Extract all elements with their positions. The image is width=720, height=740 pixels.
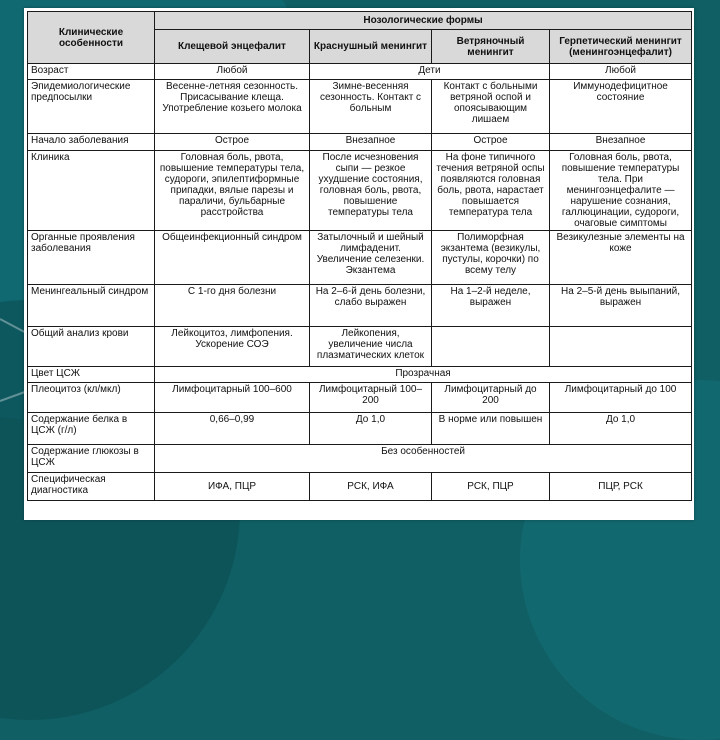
table-row — [28, 134, 692, 151]
cell: На 2–6-й день болезни, слабо выражен — [310, 285, 432, 327]
table-row — [28, 64, 692, 80]
cell: Головная боль, рвота, повышение температуры тела. При менингоэнцефалите — нарушение сознания, галлюцинации, судороги, очаговые симптомы — [550, 151, 692, 231]
header-nosological-forms: Нозологические формы — [155, 12, 692, 30]
row-label-glucose: Содержание глюкозы в ЦСЖ — [28, 445, 155, 473]
cell: На фоне типичного течения ветряной оспы появляются головная боль, рвота, нарастает повышается температура тела — [432, 151, 550, 231]
cell: Любой — [550, 64, 692, 80]
cell: Любой — [155, 64, 310, 80]
cell: Иммунодефицитное состояние — [550, 80, 692, 134]
cell: До 1,0 — [550, 413, 692, 445]
row-label-epidemiology: Эпидемиологические предпосылки — [28, 80, 155, 134]
cell: Общеинфекционный синдром — [155, 231, 310, 285]
row-label-onset: Начало заболевания — [28, 134, 155, 151]
cell: Острое — [155, 134, 310, 151]
cell: Дети — [310, 64, 550, 80]
column-header: Краснушный менингит — [310, 30, 432, 64]
cell: Везикулезные элементы на коже — [550, 231, 692, 285]
cell: На 1–2-й неделе, выражен — [432, 285, 550, 327]
cell: Лимфоцитарный до 100 — [550, 383, 692, 413]
cell: Головная боль, рвота, повышение температуры тела, судороги, эпилептиформные припадки, вялые парезы и параличи, бульбарные расстройства — [155, 151, 310, 231]
table-row — [28, 327, 692, 367]
cell: В норме или повышен — [432, 413, 550, 445]
cell: Лейкоцитоз, лимфопения. Ускорение СОЭ — [155, 327, 310, 367]
table-row — [28, 367, 692, 383]
column-header: Герпетический менингит (менингоэнцефалит) — [550, 30, 692, 64]
cell: С 1-го дня болезни — [155, 285, 310, 327]
row-label-csf-color: Цвет ЦСЖ — [28, 367, 155, 383]
cell: Лимфоцитарный 100–200 — [310, 383, 432, 413]
column-header: Клещевой энцефалит — [155, 30, 310, 64]
cell: ПЦР, РСК — [550, 473, 692, 501]
cell: Прозрачная — [155, 367, 692, 383]
row-label-blood: Общий анализ крови — [28, 327, 155, 367]
row-label-diagnostics: Специфическая диагностика — [28, 473, 155, 501]
cell — [432, 327, 550, 367]
cell: РСК, ПЦР — [432, 473, 550, 501]
table-row — [28, 285, 692, 327]
table-row — [28, 413, 692, 445]
cell: Внезапное — [550, 134, 692, 151]
row-label-organ: Органные проявления заболевания — [28, 231, 155, 285]
table-row — [28, 445, 692, 473]
header-clinical-features: Клинические особенности — [28, 12, 155, 64]
cell: Затылочный и шейный лимфаденит. Увеличение селезенки. Экзантема — [310, 231, 432, 285]
cell: Острое — [432, 134, 550, 151]
cell: На 2–5-й день выыпаний, выражен — [550, 285, 692, 327]
table-row — [28, 473, 692, 501]
row-label-clinic: Клиника — [28, 151, 155, 231]
cell: Без особенностей — [155, 445, 692, 473]
cell: Внезапное — [310, 134, 432, 151]
column-header: Ветряночный менингит — [432, 30, 550, 64]
table-row — [28, 151, 692, 231]
cell: После исчезновения сыпи — резкое ухудшение состояния, головная боль, рвота, повышение температуры тела — [310, 151, 432, 231]
cell: Лимфоцитарный 100–600 — [155, 383, 310, 413]
cell: РСК, ИФА — [310, 473, 432, 501]
cell: Зимне-весенняя сезонность. Контакт с больным — [310, 80, 432, 134]
cell: Весенне-летняя сезонность. Присасывание клеща. Употребление козьего молока — [155, 80, 310, 134]
table-row — [28, 231, 692, 285]
table-row — [28, 80, 692, 134]
comparison-table — [27, 11, 692, 501]
row-label-protein: Содержание белка в ЦСЖ (г/л) — [28, 413, 155, 445]
row-label-meningeal: Менингеальный синдром — [28, 285, 155, 327]
cell: Лейкопения, увеличение числа плазматических клеток — [310, 327, 432, 367]
cell: До 1,0 — [310, 413, 432, 445]
cell: 0,66–0,99 — [155, 413, 310, 445]
cell: Полиморфная экзантема (везикулы, пустулы, корочки) по всему телу — [432, 231, 550, 285]
cell — [550, 327, 692, 367]
row-label-pleocytosis: Плеоцитоз (кл/мкл) — [28, 383, 155, 413]
document-sheet — [24, 8, 694, 520]
table-row — [28, 383, 692, 413]
cell: Лимфоцитарный до 200 — [432, 383, 550, 413]
row-label-age: Возраст — [28, 64, 155, 80]
cell: ИФА, ПЦР — [155, 473, 310, 501]
cell: Контакт с больными ветряной оспой и опоясывающим лишаем — [432, 80, 550, 134]
